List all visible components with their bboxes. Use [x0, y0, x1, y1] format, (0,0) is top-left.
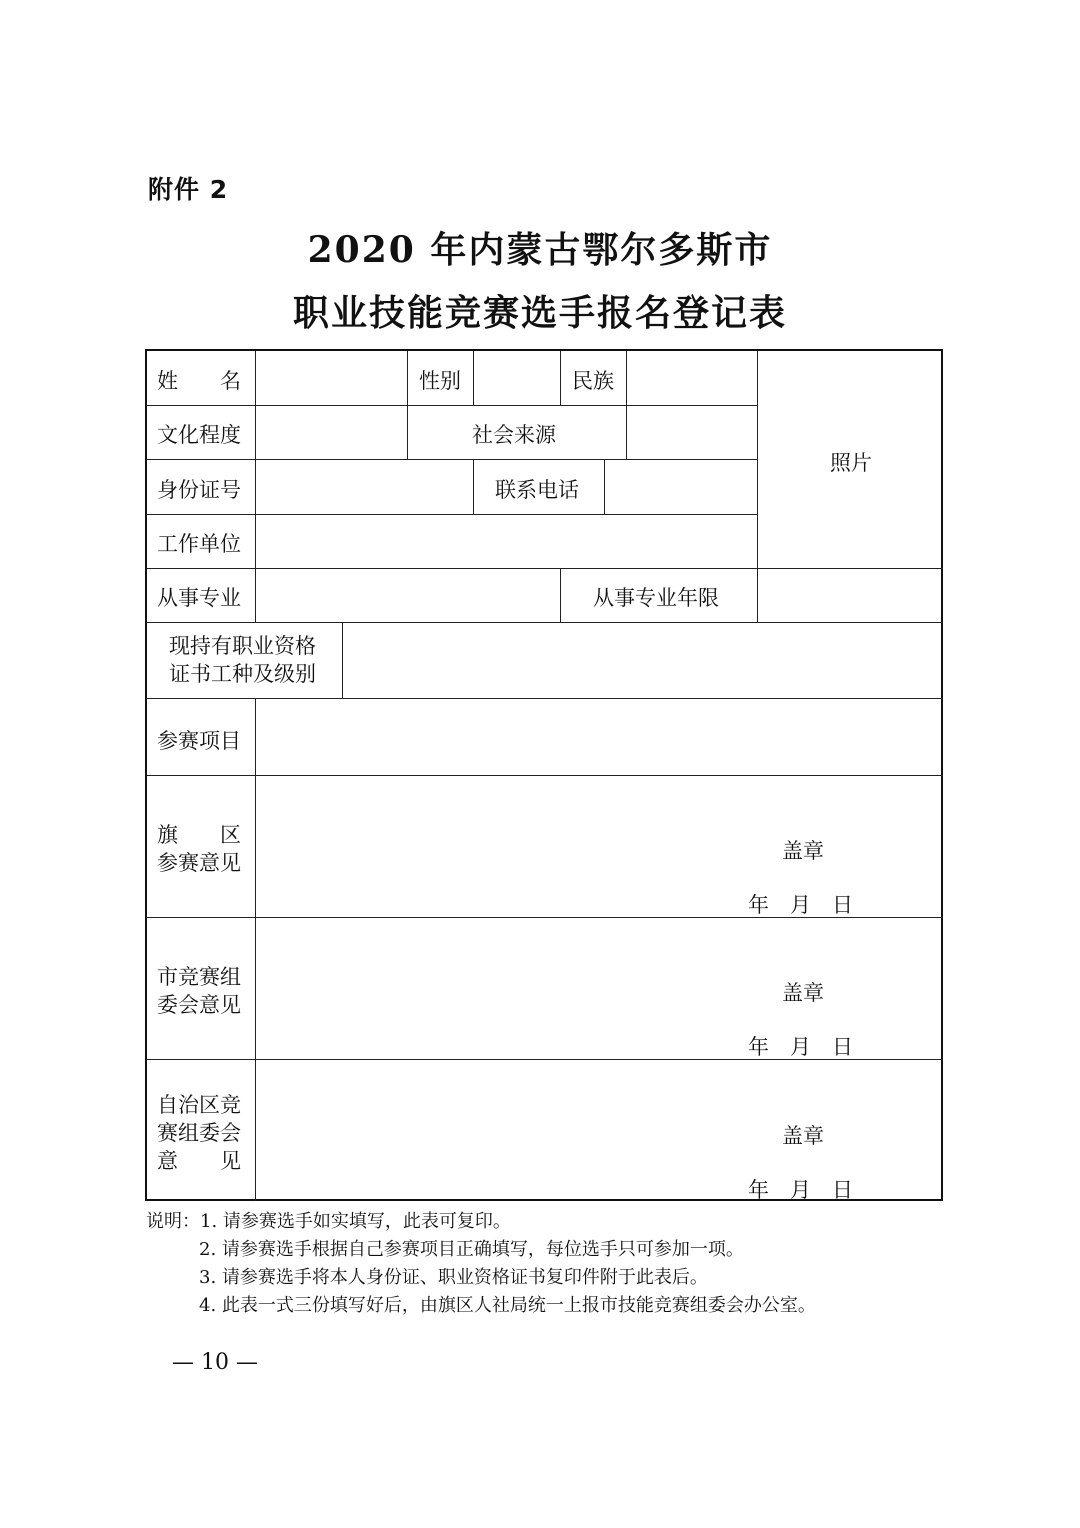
phone-label: 联系电话 — [495, 478, 579, 502]
profession-label: 从事专业 — [157, 586, 241, 610]
workplace-field[interactable] — [256, 515, 757, 568]
region-opinion-label — [157, 1091, 241, 1175]
profession-years-field[interactable] — [758, 569, 943, 622]
title-line-1: 2020 年内蒙古鄂尔多斯市 — [307, 229, 773, 271]
name-label: 姓 名 — [157, 369, 241, 393]
event-field[interactable] — [256, 699, 943, 775]
profession-field[interactable] — [256, 569, 560, 622]
photo-label: 照片 — [830, 451, 872, 475]
region-label-line-2: 赛组委会 — [157, 1121, 241, 1145]
event-label: 参赛项目 — [157, 729, 241, 753]
certificate-label-line-2: 证书工种及级别 — [169, 662, 316, 686]
note-line-3: 3. 请参赛选手将本人身份证、职业资格证书复印件附于此表后。 — [199, 1267, 708, 1288]
note-line-4: 4. 此表一式三份填写好后，由旗区人社局统一上报市技能竞赛组委会办公室。 — [199, 1295, 816, 1316]
title-line-2: 职业技能竞赛选手报名登记表 — [292, 292, 787, 334]
certificate-label-line-1: 现持有职业资格 — [169, 634, 316, 658]
city-label-line-1: 市竞赛组 — [157, 965, 241, 989]
region-date-label: 年 月 日 — [748, 1178, 853, 1202]
certificate-label — [169, 632, 316, 688]
social-source-label: 社会来源 — [472, 423, 556, 447]
cell-divider — [560, 568, 561, 622]
id-number-label: 身份证号 — [157, 478, 241, 502]
region-stamp-label: 盖章 — [782, 1124, 824, 1148]
city-label-line-2: 委会意见 — [157, 993, 241, 1017]
cell-divider — [407, 351, 408, 459]
gender-label: 性别 — [419, 369, 461, 393]
id-number-field[interactable] — [256, 460, 473, 514]
ethnicity-label: 民族 — [572, 369, 614, 393]
cell-divider — [473, 459, 474, 514]
registration-form-table — [145, 349, 943, 1201]
profession-years-label: 从事专业年限 — [593, 586, 719, 610]
city-date-label: 年 月 日 — [748, 1035, 853, 1059]
region-label-line-3: 意 见 — [157, 1149, 241, 1173]
note-line-1: 说明：1. 请参赛选手如实填写，此表可复印。 — [146, 1211, 511, 1232]
education-label: 文化程度 — [157, 423, 241, 447]
workplace-label: 工作单位 — [157, 532, 241, 556]
city-stamp-label: 盖章 — [782, 981, 824, 1005]
ethnicity-field[interactable] — [627, 351, 757, 405]
page-number: — 10 — — [172, 1350, 258, 1375]
name-field[interactable] — [256, 351, 407, 405]
banner-opinion-label — [157, 821, 241, 877]
banner-label-line-2: 参赛意见 — [157, 851, 241, 875]
note-line-2: 2. 请参赛选手根据自己参赛项目正确填写，每位选手只可参加一项。 — [199, 1239, 744, 1260]
phone-field[interactable] — [605, 460, 757, 514]
cell-divider — [560, 351, 561, 405]
region-label-line-1: 自治区竞 — [157, 1093, 241, 1117]
social-source-field[interactable] — [627, 406, 757, 459]
city-opinion-label — [157, 963, 241, 1019]
attachment-label: 附件 2 — [148, 175, 229, 204]
education-field[interactable] — [256, 406, 407, 459]
banner-label-line-1: 旗 区 — [157, 823, 241, 847]
certificate-field[interactable] — [343, 623, 943, 698]
gender-field[interactable] — [474, 351, 560, 405]
banner-date-label: 年 月 日 — [748, 893, 853, 917]
banner-stamp-label: 盖章 — [782, 839, 824, 863]
